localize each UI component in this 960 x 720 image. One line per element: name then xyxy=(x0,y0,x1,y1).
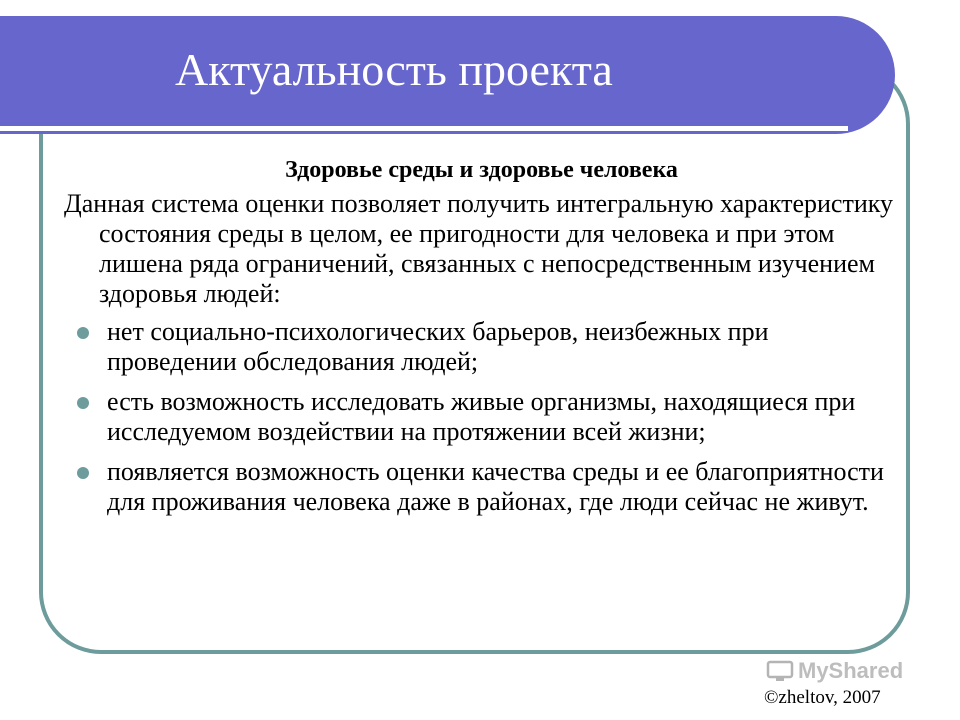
bullet-text: появляется возможность оценки качества среды и ее благоприятности для проживания человека даже в районах, где люди сейчас не живут. xyxy=(107,457,884,516)
copyright-note: ©zheltov, 2007 xyxy=(764,687,881,708)
title-underline xyxy=(0,126,848,131)
bullet-dot-icon xyxy=(77,467,89,479)
mysharing-logo xyxy=(766,656,926,686)
mysharing-logo-wordmark xyxy=(798,658,924,684)
bullet-item xyxy=(64,317,899,377)
svg-text:MyShared: MyShared xyxy=(798,658,904,683)
bullet-text: есть возможность исследовать живые организмы, находящиеся при исследуемом воздействии на протяжении всей жизни; xyxy=(107,387,856,446)
slide-body xyxy=(64,155,899,527)
mysharing-logo-icon xyxy=(766,659,794,683)
intro-paragraph: Данная система оценки позволяет получить интегральную характеристику состояния среды в целом, ее пригодности для человека и при этом лишена ряда ограничений, связанных с непосредственным изучением здоровья людей: xyxy=(64,189,894,308)
slide-title: Актуальность проекта xyxy=(175,44,613,95)
bullet-dot-icon xyxy=(77,327,89,339)
bullet-item xyxy=(64,387,899,447)
bullet-dot-icon xyxy=(77,397,89,409)
slide-subtitle: Здоровье среды и здоровье человека xyxy=(285,157,678,183)
bullet-list xyxy=(64,317,899,517)
bullet-text: нет социально-психологических барьеров, неизбежных при проведении обследования людей; xyxy=(107,317,769,376)
bullet-item xyxy=(64,457,899,517)
